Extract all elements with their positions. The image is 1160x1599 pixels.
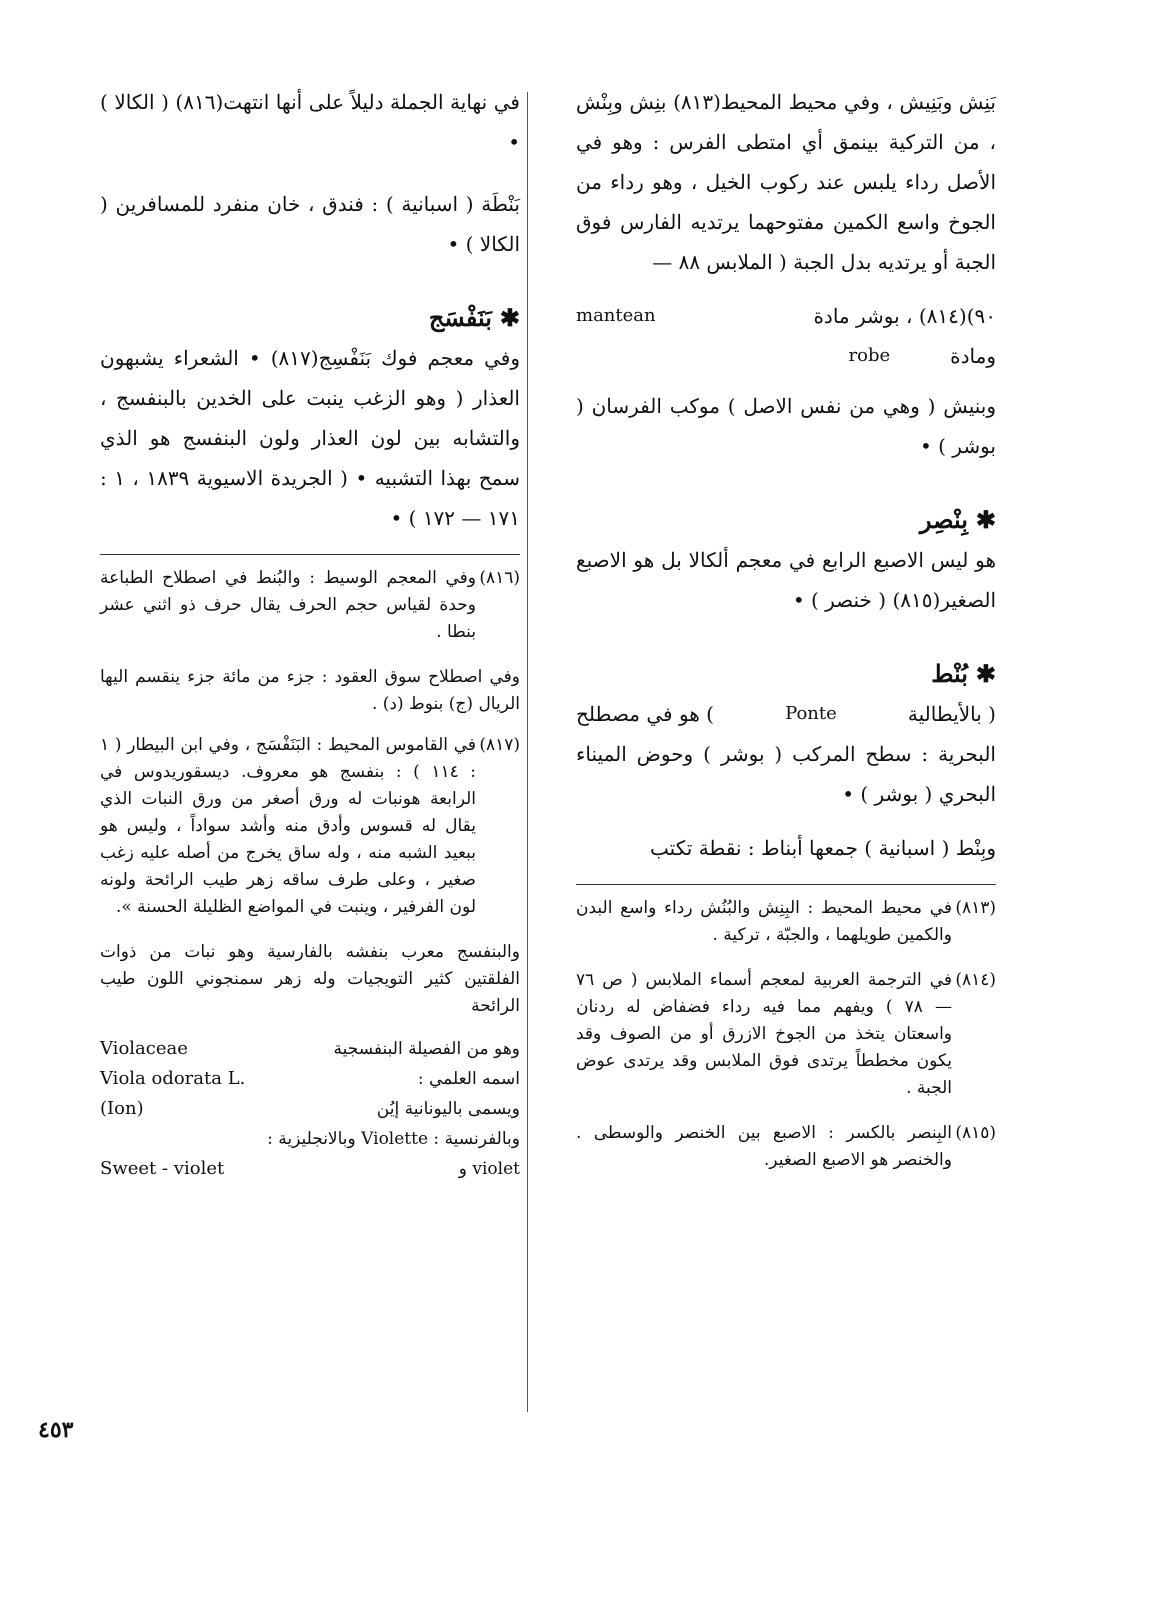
entry-text: البحرية : سطح المركب ( بوشر ) وحوض الميناء البحري ( بوشر ) •: [576, 742, 996, 806]
footnote: [576, 967, 996, 1102]
headword-text: بُنْط: [931, 659, 968, 688]
latin-line: [576, 296, 996, 336]
arabic-text: ٩٠)(٨١٤) ، بوشر مادة: [813, 304, 996, 328]
footnote: [576, 895, 996, 949]
dictionary-entry: [576, 500, 996, 620]
asterisk-icon: ✱: [975, 505, 996, 534]
footnote-number: (٨١٥): [955, 1123, 996, 1143]
entry-headword: [576, 500, 996, 540]
page-number: ٤٥٣: [38, 1417, 74, 1443]
arabic-text: ويسمى باليونانية إيُن: [376, 1099, 520, 1119]
arabic-text: ( بالأيطالية: [907, 702, 996, 726]
arabic-text: وهو من الفصيلة البنفسجية: [333, 1039, 520, 1059]
latin-names-block: [100, 1034, 520, 1184]
latin-term: robe: [848, 345, 891, 366]
entry-headword: [100, 298, 520, 338]
footnote-continuation: والبنفسج معرب بنفشه بالفارسية وهو نبات من ذوات الفلقتين كثير التويجيات وله زهر سمنجوني اللون طيب الرائحة: [100, 942, 521, 1016]
footnote: [100, 565, 520, 646]
footnote-rule: [100, 554, 520, 555]
asterisk-icon: ✱: [975, 659, 996, 688]
footnote-rule: [576, 884, 996, 885]
footnote-number: (٨١٧): [479, 735, 520, 755]
latin-term: Ponte: [785, 703, 837, 724]
latin-line: [576, 336, 996, 376]
entry-text: هو ليس الاصبع الرابع في معجم ألكالا بل هو الاصبع الصغير(٨١٥) ( خنصر ) •: [576, 548, 996, 612]
latin-row: [100, 1124, 520, 1154]
footnote-continuation: وفي اصطلاح سوق العقود : جزء من مائة جزء ينقسم اليها الريال (ج) بنوط (د) .: [100, 667, 520, 714]
footnote-text: البِنصر بالكسر : الاصبع بين الخنصر والوسطى . والخنصر هو الاصبع الصغير.: [576, 1123, 952, 1170]
footnote-text: في القاموس المحيط : البَنَفْسَج ، وفي ابن البيطار ( ١ : ١١٤ ) : بنفسج هو معروف. ديسقوريدوس في الرابعة هونبات له ورق أصغر من ورق النبات الذي يقال له قسوس وأدق منه وأشد سواداً ، وليس هو ببعيد الشبه منه ، وله ساق يخرج من أصله عليه زغب صغير ، وعلى طرف ساقه زهر طيب الرائحة ولونه لون الفرفير ، وينبت في المواضع الظليلة الحسنة ».: [100, 735, 476, 917]
arabic-text: ومادة: [950, 344, 996, 368]
right-column: [576, 82, 996, 1192]
latin-row: [100, 1154, 520, 1184]
footnote-number: (٨١٤): [955, 970, 996, 990]
latin-row: [100, 1064, 520, 1094]
latin-term: Violaceae: [100, 1038, 188, 1059]
footnote-number: (٨١٣): [955, 898, 996, 918]
paragraph: بَنْطَة ( اسبانية ) : فندق ، خان منفرد للمسافرين ( الكالا ) •: [100, 192, 520, 256]
latin-term: Viola odorata L.: [100, 1068, 246, 1089]
footnote: [576, 1120, 996, 1174]
arabic-text: اسمه العلمي :: [417, 1069, 520, 1089]
latin-term: mantean: [576, 305, 656, 326]
column-divider: [527, 92, 528, 1412]
footnote-text: في محيط المحيط : البِنِش والبُنُش رداء واسع البدن والكمين طويلهما ، والجبّة ، تركية .: [576, 898, 952, 945]
latin-row: [100, 1094, 520, 1124]
footnote-text: وفي المعجم الوسيط : والبُنط في اصطلاح الطباعة وحدة لقياس حجم الحرف يقال حرف ذو اثني عشر بنطا .: [100, 568, 476, 642]
arabic-text: violet و: [458, 1159, 520, 1179]
paragraph: بَنِش وبَنِيش ، وفي محيط المحيط(٨١٣) بنِش وبِنْش ، من التركية بينمق أي امتطى الفرس : وهو في الأصل رداء يلبس عند ركوب الخيل ، وهو رداء من الجوخ واسع الكمين مفتوحهما يرتديه الفارس فوق الجبة أو يرتديه بدل الجبة ( الملابس ٨٨ —: [576, 90, 996, 274]
dictionary-entry: [100, 298, 520, 538]
asterisk-icon: ✱: [499, 303, 520, 332]
footnote: [100, 732, 520, 921]
footnote-text: في الترجمة العربية لمعجم أسماء الملابس ( ص ٧٦ — ٧٨ ) ويفهم مما فيه رداء فضفاض له ردنان واسعتان يتخذ من الجوخ الازرق أو من الصوف وقد يكون مخططاً يرتدى فوق الملابس وقد يرتدى عوض الجبة .: [576, 970, 952, 1098]
entry-text: وفي معجم فوك بَنَفْسِج(٨١٧) • الشعراء يشبهون العذار ( وهو الزغب ينبت على الخدين بالبنفسج ، والتشابه بين لون العذار ولون البنفسج هو الذي سمح بهذا التشبيه • ( الجريدة الاسيوية ١٨٣٩ ، ١ : ١٧١ — ١٧٢ ) •: [100, 346, 520, 530]
arabic-text: ) هو في مصطلح: [576, 702, 714, 726]
entry-text: وبِنْط ( اسبانية ) جمعها أبناط : نقطة تكتب: [650, 836, 996, 860]
dictionary-entry: [576, 654, 996, 868]
entry-headword: [576, 654, 996, 694]
latin-term: Sweet - violet: [100, 1158, 225, 1179]
latin-row: [100, 1034, 520, 1064]
headword-text: بَنَفْسَج: [428, 303, 492, 332]
latin-term: (Ion): [100, 1098, 144, 1119]
paragraph: في نهاية الجملة دليلاً على أنها انتهت(٨١٦) ( الكالا ) •: [100, 90, 520, 154]
entry-line: [576, 694, 996, 734]
left-column: [100, 82, 520, 1184]
arabic-text: وبالفرنسية : Violette وبالانجليزية :: [267, 1129, 520, 1149]
footnote-number: (٨١٦): [479, 568, 520, 588]
headword-text: بِنْصِر: [919, 505, 968, 534]
paragraph: وبنيش ( وهي من نفس الاصل ) موكب الفرسان ( بوشر ) •: [576, 394, 996, 458]
